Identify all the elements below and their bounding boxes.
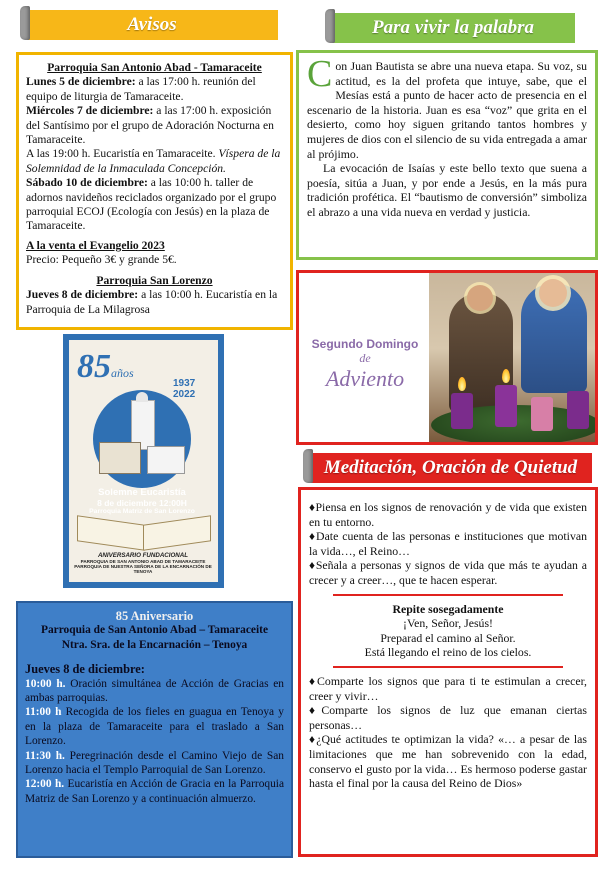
candle [495,385,517,427]
aniversario-sub2: Ntra. Sra. de la Encarnación – Tenoya [61,638,248,651]
list-item: ♦Piensa en los signos de renovación y de vida que existen en tu entorno. [309,500,587,529]
banner-curl [303,449,313,483]
parish2-heading: Parroquia San Lorenzo [96,273,213,287]
aviso-line: Miércoles 7 de diciembre: a las 17:00 h. exposición del Santísimo por el grupo de Adoración Nocturna en Tamaraceite. [26,104,274,147]
anniversary-poster [63,334,224,588]
advent-title: Segundo Domingo de Adviento [311,337,419,391]
poster-85: 85años [77,348,134,385]
meditacion-title: Meditación, Oración de Quietud [323,457,578,478]
list-item: ♦Date cuenta de las personas e instituciones que motivan la vida…, el Reino… [309,529,587,558]
drop-cap: C [307,53,333,95]
aviso-line: A las 19:00 h. Eucaristía en Tamaraceite. Víspera de la Solemnidad de la Inmaculada Concepción. [26,147,281,175]
poster-event: Solemne Eucaristía 8 de diciembre 12:00H Parroquia Matriz de San Lorenzo [89,487,195,515]
schedule-item: 11:30 h. Peregrinación desde el Camino Viejo de San Lorenzo hacia el Templo Parroquial de San Lorenzo. [25,749,284,777]
banner-curl [20,6,30,40]
divider [333,594,563,596]
joseph-head [467,285,493,311]
sale-title: A la venta el Evangelio 2023 [26,238,165,252]
church-right [147,446,185,474]
advent-image [296,270,598,445]
aniversario-box [16,601,293,858]
list-item: ♦Comparte los signos que para ti te estimulan a crecer, creer y vivir… [309,673,587,703]
meditacion-box [298,487,598,857]
list-item: ♦Señala a personas y signos de vida que más te ayudan a crecer y a creer…, que te hacen esperar. [309,558,587,587]
poster-footer: ANIVERSARIO FUNDACIONAL PARROQUIA DE SAN ANTONIO ABAD DE TAMARACEITE PARROQUIA DE NUESTRA SEÑORA DE LA ENCARNACIÓN DE TENOYA [74,552,212,574]
list-item: ♦Comparte los signos de luz que emanan ciertas personas… [309,703,587,732]
aniversario-sub1: Parroquia de San Antonio Abad – Tamaraceite [41,624,268,637]
list-item: ♦¿Qué actitudes te optimizan la vida? «… a pesar de las limitaciones que me han sobrevenido con la edad, conservo el gusto por la vida… Es hermoso poderse gastar hasta el final por la causa del Reino de Dios» [309,732,587,791]
banner-curl [325,9,335,43]
bullet-list-2 [309,674,587,791]
churches-circle [93,390,191,488]
divider [333,666,563,668]
church-left [99,442,141,474]
mary-head [539,279,567,307]
vivir-banner [331,13,575,43]
vivir-title: Para vivir la palabra [371,17,535,38]
candle-flame [502,369,510,383]
poster-years: 1937 2022 [173,378,196,400]
aniversario-day: Jueves 8 de diciembre: [25,662,145,677]
schedule-item: 11:00 h Recogida de los fieles en guagua en Tenoya y en la plaza de Tamaraceite para el traslado a San Lorenzo. [25,706,284,748]
candle-flame [458,377,466,391]
vivir-paragraph-1: Con Juan Bautista se abre una nueva etapa. Su voz, su actitud, es la del profeta que intuye, sabe, que el Mesías está a punto de hacer acto de presencia en el escenario de la historia. Juan es esa “voz” que grita en el desierto, como hoy siguen gritando tantos hombres y mujeres de dios con el silencio de su vida entregada a amar al prójimo. [307,53,587,161]
advent-scene [299,273,595,442]
repite-block: Repite sosegadamente ¡Ven, Señor, Jesús! Preparad el camino al Señor. Está llegando el reino de los cielos. [364,601,532,660]
meditacion-banner [309,453,592,483]
vivir-paragraph-2: La evocación de Isaías y este bello texto que suena a poesía, sitúa a Juan, y por ende a Jesús, en la más pura tradición profética. El “bautismo de conversión” simboliza el abrazo a una vida nueva en verdad y justicia. [307,161,587,219]
aviso-line: Sábado 10 de diciembre: a las 10:00 h. taller de adornos navideños reciclados organizado por el grupo parroquial ECOJ (Ecología con Jesús) en la plaza de Tamaraceite. [26,176,277,233]
church-dome [136,392,148,402]
vivir-box [296,50,598,260]
parish1-heading: Parroquia San Antonio Abad - Tamaraceite [47,61,262,74]
avisos-banner [26,10,278,40]
candle [567,391,589,429]
sale-price: Precio: Pequeño 3€ y grande 5€. [26,253,177,267]
avisos-box [16,52,293,330]
schedule-item: 12:00 h. Eucaristía en Acción de Gracia en la Parroquia Matriz de San Lorenzo y a continuación almuerzo. [25,778,285,805]
aviso-line: Jueves 8 de diciembre: a las 10:00 h. Eucaristía en la Parroquia de La Milagrosa [26,288,278,316]
candle [531,397,553,431]
avisos-title: Avisos [127,14,177,35]
bullet-list-1 [309,500,587,588]
schedule-item: 10:00 h. Oración simultánea de Acción de Gracias en ambas parroquias. [25,677,284,705]
candle [451,393,473,429]
aniversario-title: 85 Aniversario [115,609,194,623]
aviso-line: Lunes 5 de diciembre: a las 17:00 h. reunión del equipo de liturgia de Tamaraceite. [26,75,256,103]
